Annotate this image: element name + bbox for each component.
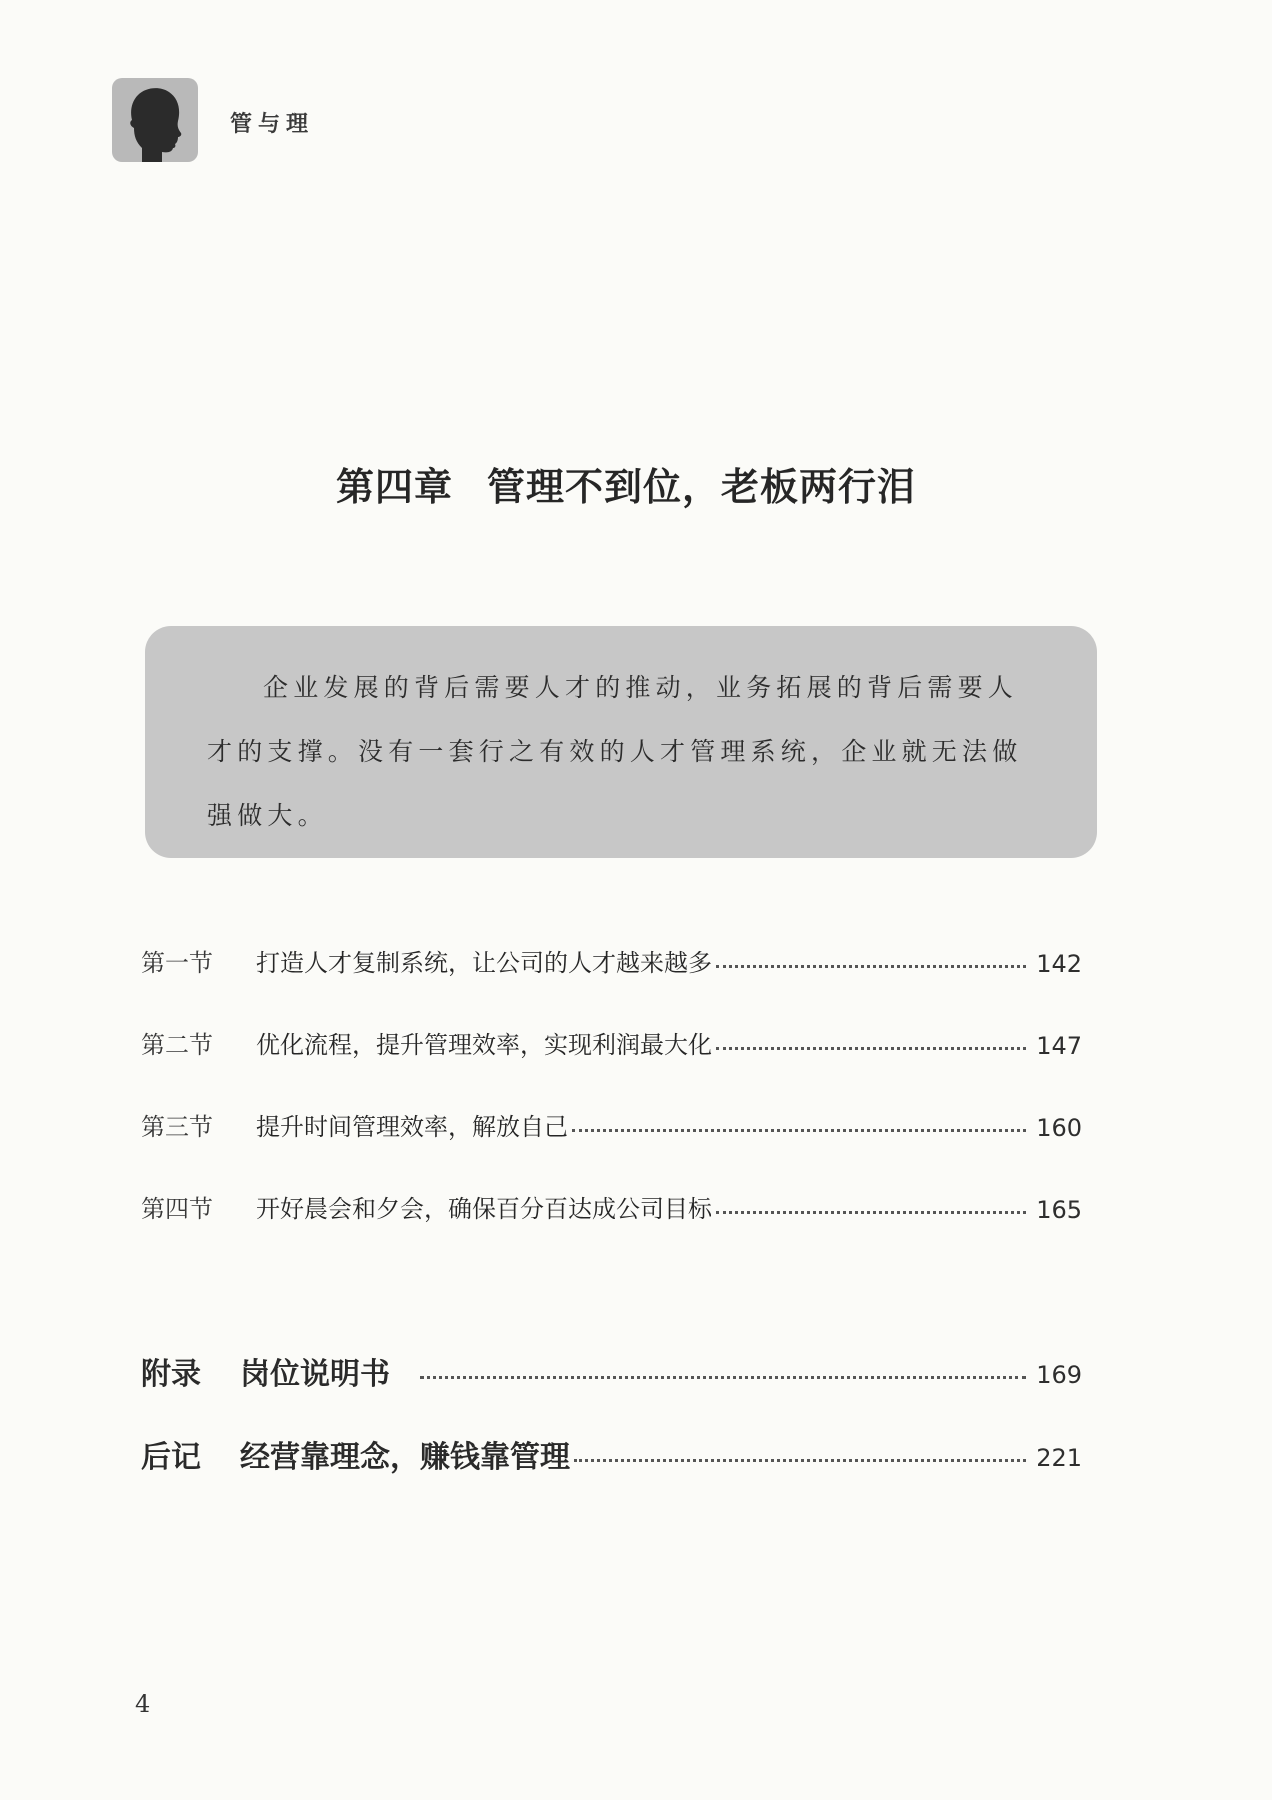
head-silhouette-icon xyxy=(112,78,198,162)
chapter-title: 管理不到位，老板两行泪 xyxy=(487,465,917,509)
toc-section-label: 第四节 xyxy=(141,1194,213,1223)
toc-leader-dots xyxy=(716,965,1026,968)
toc-section-label: 后记 xyxy=(141,1440,201,1475)
toc-leader-dots xyxy=(574,1459,1026,1462)
head-silhouette-graphic xyxy=(112,78,198,162)
page-number: 4 xyxy=(135,1690,151,1718)
toc-page-number: 169 xyxy=(1036,1361,1082,1389)
toc-page-number: 160 xyxy=(1036,1114,1082,1142)
toc-section-title: 打造人才复制系统，让公司的人才越来越多 xyxy=(256,948,712,977)
toc-section-label: 附录 xyxy=(141,1357,201,1392)
toc-section-label: 第三节 xyxy=(141,1112,213,1141)
toc-entry-appendix[interactable] xyxy=(141,1351,1082,1391)
toc-entry-section-4[interactable] xyxy=(141,1186,1082,1226)
chapter-intro-box xyxy=(145,626,1097,858)
toc-entry-section-1[interactable] xyxy=(141,940,1082,980)
toc-entry-section-2[interactable] xyxy=(141,1022,1082,1062)
toc-section-label: 第一节 xyxy=(141,948,213,977)
toc-section-title: 开好晨会和夕会，确保百分百达成公司目标 xyxy=(256,1194,712,1223)
toc-section-title: 岗位说明书 xyxy=(240,1357,390,1392)
chapter-heading xyxy=(0,456,1252,511)
toc-page-number: 165 xyxy=(1036,1196,1082,1224)
toc-leader-dots xyxy=(716,1047,1026,1050)
toc-page-number: 142 xyxy=(1036,950,1082,978)
toc-section-title: 优化流程，提升管理效率，实现利润最大化 xyxy=(256,1030,712,1059)
toc-page-number: 221 xyxy=(1036,1444,1082,1472)
chapter-intro-text: 企业发展的背后需要人才的推动，业务拓展的背后需要人才的支撑。没有一套行之有效的人才管理系统，企业就无法做强做大。 xyxy=(207,673,1023,830)
toc-leader-dots xyxy=(420,1376,1026,1379)
header-title: 管与理 xyxy=(230,112,315,137)
toc-section-title: 提升时间管理效率，解放自己 xyxy=(256,1112,568,1141)
chapter-number: 第四章 xyxy=(335,465,453,509)
toc-section-title: 经营靠理念，赚钱靠管理 xyxy=(240,1440,570,1475)
toc-page-number: 147 xyxy=(1036,1032,1082,1060)
toc-leader-dots xyxy=(572,1129,1026,1132)
toc-entry-section-3[interactable] xyxy=(141,1104,1082,1144)
toc-leader-dots xyxy=(716,1211,1026,1214)
toc-section-label: 第二节 xyxy=(141,1030,213,1059)
toc-entry-afterword[interactable] xyxy=(141,1434,1082,1474)
